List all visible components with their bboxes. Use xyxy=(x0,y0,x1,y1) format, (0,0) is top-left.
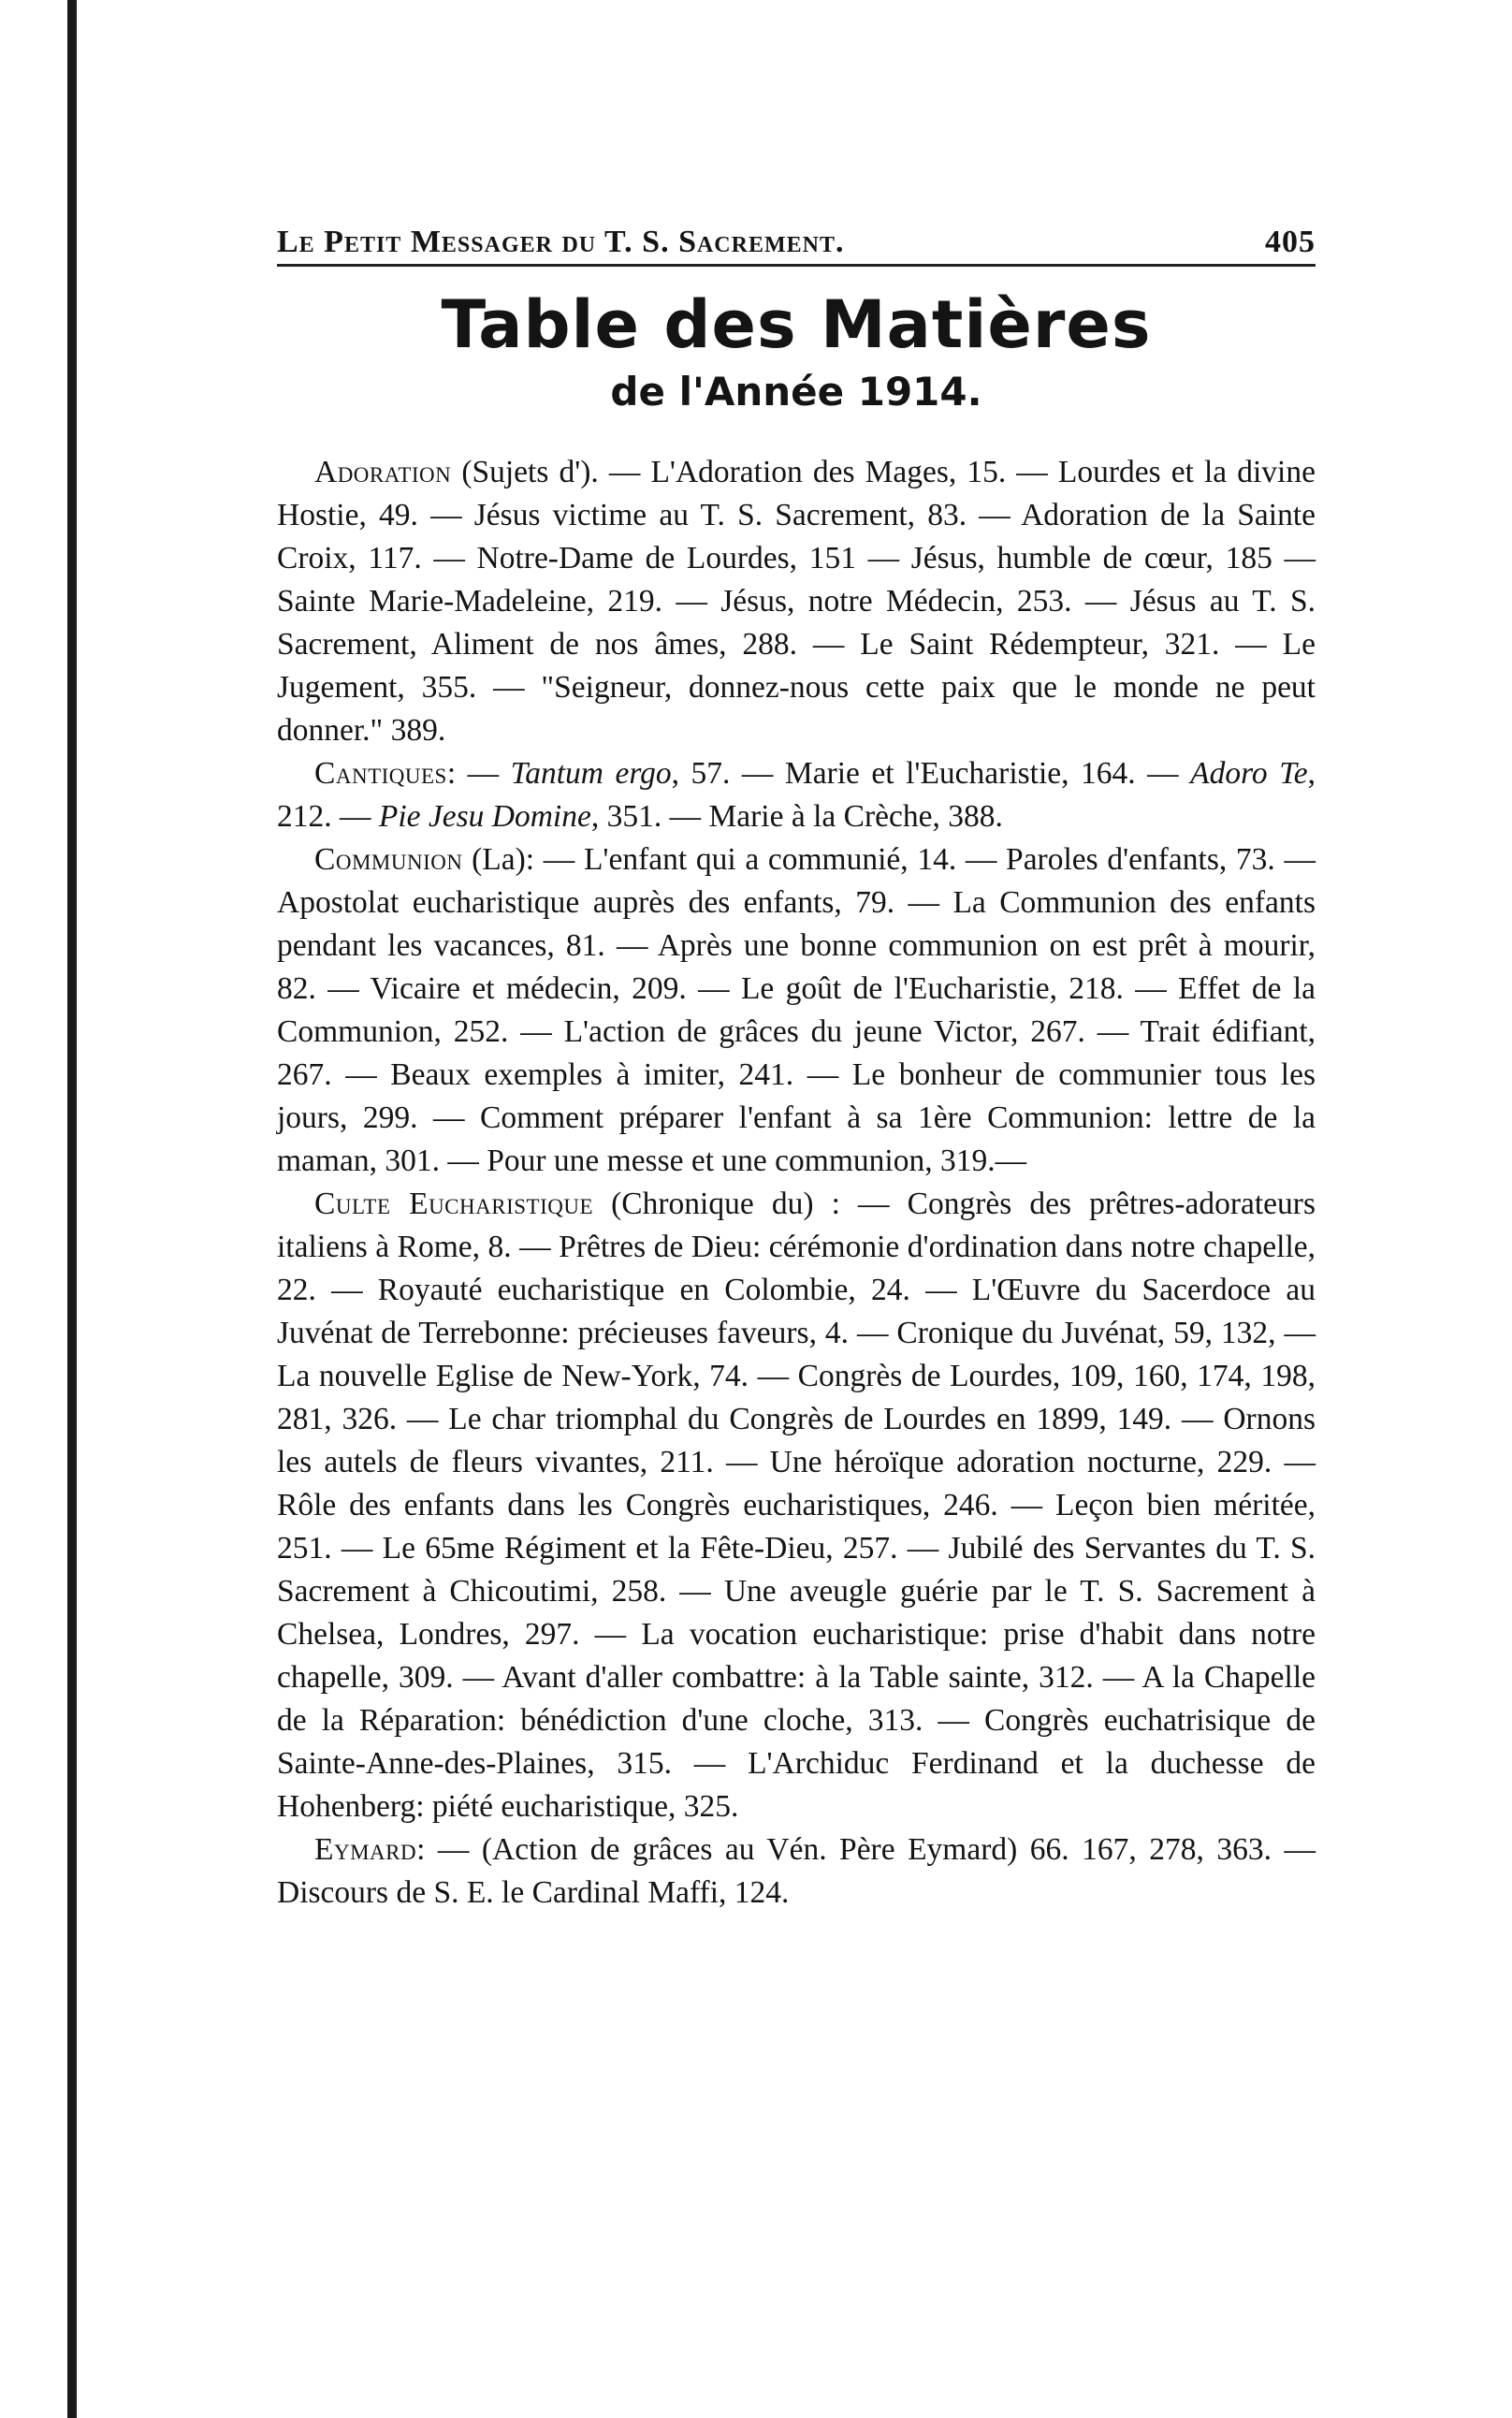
index-entry-adoration xyxy=(277,451,1316,752)
page-subtitle: de l'Année 1914. xyxy=(610,368,982,415)
running-header xyxy=(277,225,1316,267)
page-number: 405 xyxy=(1265,225,1316,259)
page-content xyxy=(277,225,1316,1915)
entry-text: , 351. — Marie à la Crèche, 388. xyxy=(590,798,1003,834)
entry-heading: Cantiques xyxy=(314,755,447,791)
entry-text: : — xyxy=(446,755,511,791)
entry-italic-title: Adoro Te xyxy=(1190,755,1308,791)
entry-text: : — (Action de grâces au Vén. Père Eymard) 66. 167, 278, 363. — Discours de S. E. le Cardinal Maffi, 124. xyxy=(277,1831,1316,1910)
entry-text: (Chronique du) : — Congrès des prêtres-adorateurs italiens à Rome, 8. — Prêtres de Dieu: cérémonie d'ordination dans notre chapelle, 22. — Royauté eucharistique en Colombie, 24. — L'Œuvre du Sacerdoce au Juvénat de Terrebonne: précieuses faveurs, 4. — Cronique du Juvénat, 59, 132, — La nouvelle Eglise de New-York, 74. — Congrès de Lourdes, 109, 160, 174, 198, 281, 326. — Le char triomphal du Congrès de Lourdes en 1899, 149. — Ornons les autels de fleurs vivantes, 211. — Une héroïque adoration nocturne, 229. — Rôle des enfants dans les Congrès eucharistiques, 246. — Leçon bien méritée, 251. — Le 65me Régiment et la Fête-Dieu, 257. — Jubilé des Servantes du T. S. Sacrement à Chicoutimi, 258. — Une aveugle guérie par le T. S. Sacrement à Chelsea, Londres, 297. — La vocation eucharistique: prise d'habit dans notre chapelle, 309. — Avant d'aller combattre: à la Table sainte, 312. — A la Chapelle de la Réparation: bénédiction d'une cloche, 313. — Congrès euchatrisique de Sainte-Anne-des-Plaines, 315. — L'Archiduc Ferdinand et la duchesse de Hohenberg: piété eucharistique, 325. xyxy=(277,1186,1316,1824)
running-title: Le Petit Messager du T. S. Sacrement. xyxy=(277,225,845,259)
entry-text: (La): — L'enfant qui a communié, 14. — Paroles d'enfants, 73. — Apostolat eucharistique auprès des enfants, 79. — La Communion des enfants pendant les vacances, 81. — Après une bonne communion on est prêt à mourir, 82. — Vicaire et médecin, 209. — Le goût de l'Eucharistie, 218. — Effet de la Communion, 252. — L'action de grâces du jeune Victor, 267. — Trait édifiant, 267. — Beaux exemples à imiter, 241. — Le bonheur de communier tous les jours, 299. — Comment préparer l'enfant à sa 1ère Communion: lettre de la maman, 301. — Pour une messe et une communion, 319.— xyxy=(277,841,1316,1178)
entry-italic-title: Pie Jesu Domine xyxy=(378,798,591,834)
index-entry-culte-eucharistique xyxy=(277,1183,1316,1828)
index-entry-communion xyxy=(277,838,1316,1183)
adjacent-page-edge xyxy=(0,0,77,2418)
entry-heading: Communion xyxy=(314,841,463,877)
page-title: Table des Matières xyxy=(441,286,1152,363)
page xyxy=(77,0,1512,2418)
entry-heading: Eymard xyxy=(314,1831,417,1867)
entry-text: , 57. — Marie et l'Eucharistie, 164. — xyxy=(671,755,1191,791)
entry-italic-title: Tantum ergo xyxy=(510,755,672,791)
entry-heading: Culte Eucharistique xyxy=(314,1186,594,1221)
index-entry-eymard xyxy=(277,1828,1316,1915)
index-entry-cantiques xyxy=(277,752,1316,838)
entry-heading: Adoration xyxy=(314,454,452,489)
entry-text: , 212. — xyxy=(277,755,1316,834)
entry-text: (Sujets d'). — L'Adoration des Mages, 15. — Lourdes et la divine Hostie, 49. — Jésus victime au T. S. Sacrement, 83. — Adoration de la Sainte Croix, 117. — Notre-Dame de Lourdes, 151 — Jésus, humble de cœur, 185 — Sainte Marie-Madeleine, 219. — Jésus, notre Médecin, 253. — Jésus au T. S. Sacrement, Aliment de nos âmes, 288. — Le Saint Rédempteur, 321. — Le Jugement, 355. — "Seigneur, donnez-nous cette paix que le monde ne peut donner." 389. xyxy=(277,454,1316,748)
